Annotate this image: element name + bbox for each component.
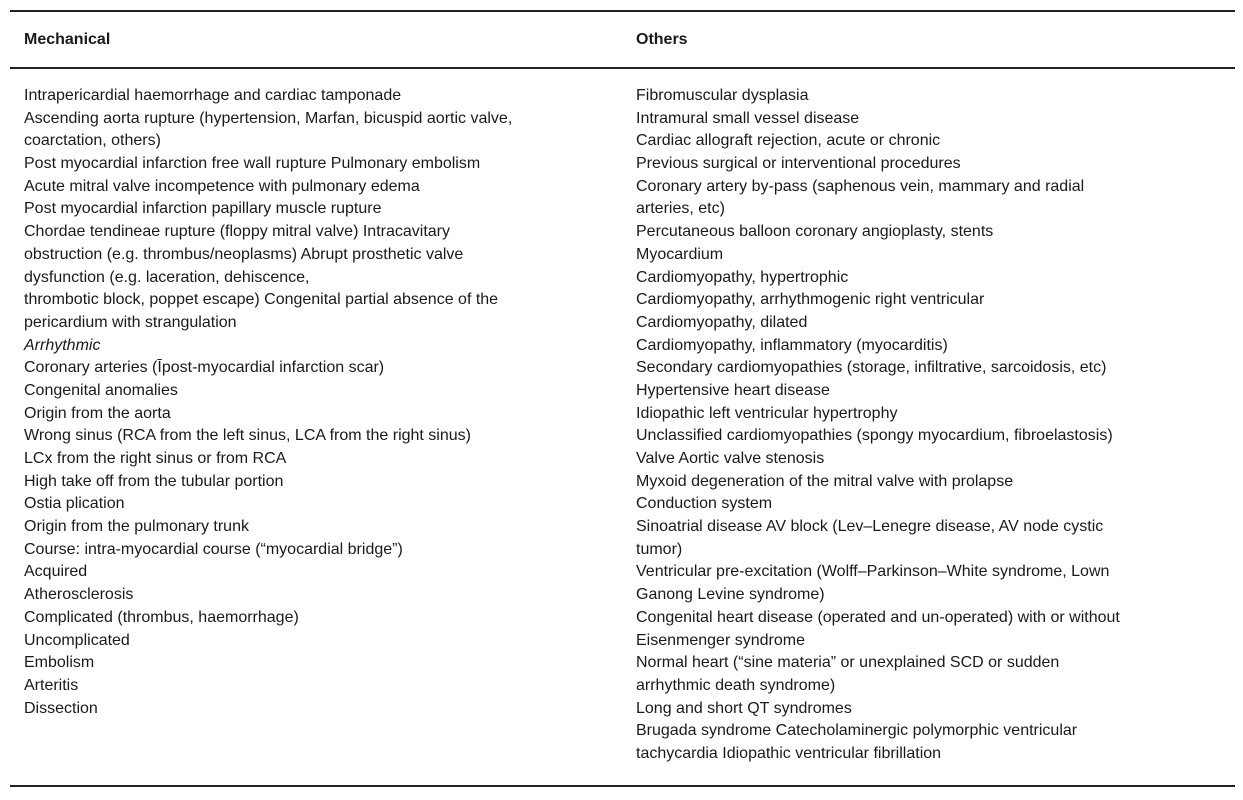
mechanical-column bbox=[24, 85, 512, 720]
table-cell: Origin from the pulmonary trunk bbox=[24, 518, 249, 536]
table-cell: Secondary cardiomyopathies (storage, infiltrative, sarcoidosis, etc) bbox=[636, 359, 1107, 377]
table-cell: Cardiomyopathy, hypertrophic bbox=[636, 268, 849, 286]
table-cell: Long and short QT syndromes bbox=[636, 699, 852, 717]
table-cell: Conduction system bbox=[636, 495, 773, 513]
table-cell: Coronary artery by-pass (saphenous vein, mammary and radial bbox=[636, 177, 1085, 195]
table-cell: Embolism bbox=[24, 654, 95, 672]
table-cell: Ventricular pre-excitation (Wolff–Parkinson–White syndrome, Lown bbox=[636, 563, 1110, 581]
table-cell: Coronary arteries (Īpost-myocardial infarction scar) bbox=[24, 359, 385, 377]
table-cell: Origin from the aorta bbox=[24, 404, 171, 422]
table-cell: Myxoid degeneration of the mitral valve with prolapse bbox=[636, 472, 1014, 490]
others-column bbox=[636, 85, 1120, 766]
table-bottom-rule bbox=[10, 785, 1235, 787]
table-top-rule bbox=[10, 10, 1235, 12]
table-cell: tachycardia Idiopathic ventricular fibrillation bbox=[636, 744, 942, 762]
table-cell: Eisenmenger syndrome bbox=[636, 631, 805, 649]
table-cell: Arteritis bbox=[24, 676, 79, 694]
table-cell: Complicated (thrombus, haemorrhage) bbox=[24, 608, 299, 626]
table-cell: High take off from the tubular portion bbox=[24, 472, 284, 490]
table-cell: Dissection bbox=[24, 699, 98, 717]
table-cell: Intrapericardial haemorrhage and cardiac tamponade bbox=[24, 87, 402, 104]
table-cell: Previous surgical or interventional procedures bbox=[636, 155, 961, 173]
table-cell: Ostia plication bbox=[24, 495, 125, 513]
table-cell: Idiopathic left ventricular hypertrophy bbox=[636, 404, 898, 422]
column-header-mechanical: Mechanical bbox=[24, 31, 111, 48]
table-cell: Cardiomyopathy, arrhythmogenic right ventricular bbox=[636, 291, 985, 309]
table-cell: Brugada syndrome Catecholaminergic polymorphic ventricular bbox=[636, 722, 1078, 740]
table-cell: Myocardium bbox=[636, 245, 724, 263]
table-cell: Congenital anomalies bbox=[24, 381, 178, 399]
table-cell: Percutaneous balloon coronary angioplasty, stents bbox=[636, 223, 994, 241]
table-cell: Intramural small vessel disease bbox=[636, 109, 860, 127]
table-cell: Ganong Levine syndrome) bbox=[636, 586, 825, 604]
table-cell: Fibromuscular dysplasia bbox=[636, 87, 809, 104]
table-cell: Post myocardial infarction free wall rupture Pulmonary embolism bbox=[24, 155, 481, 173]
table-cell: thrombotic block, poppet escape) Congenital partial absence of the bbox=[24, 291, 499, 309]
table-cell: Unclassified cardiomyopathies (spongy myocardium, fibroelastosis) bbox=[636, 427, 1113, 445]
table-cell: pericardium with strangulation bbox=[24, 313, 237, 331]
table-cell: tumor) bbox=[636, 540, 683, 558]
table-cell: Uncomplicated bbox=[24, 631, 130, 649]
section-heading-arrhythmic: Arrhythmic bbox=[24, 336, 101, 354]
table-cell: Ascending aorta rupture (hypertension, Marfan, bicuspid aortic valve, bbox=[24, 109, 513, 127]
table-cell: Cardiomyopathy, inflammatory (myocarditis) bbox=[636, 336, 948, 354]
table-cell: Chordae tendineae rupture (floppy mitral valve) Intracavitary bbox=[24, 223, 450, 241]
column-header-others: Others bbox=[636, 31, 688, 48]
table-cell: LCx from the right sinus or from RCA bbox=[24, 450, 287, 467]
table-cell: dysfunction (e.g. laceration, dehiscence, bbox=[24, 268, 310, 286]
table-cell: arrhythmic death syndrome) bbox=[636, 676, 836, 694]
table-cell: coarctation, others) bbox=[24, 132, 161, 150]
table-cell: Cardiac allograft rejection, acute or chronic bbox=[636, 132, 941, 150]
table-cell: Wrong sinus (RCA from the left sinus, LCA from the right sinus) bbox=[24, 427, 471, 445]
table-cell: Cardiomyopathy, dilated bbox=[636, 313, 808, 331]
table-cell: Hypertensive heart disease bbox=[636, 381, 830, 399]
table-cell: Acute mitral valve incompetence with pulmonary edema bbox=[24, 177, 420, 195]
table-cell: Normal heart (“sine materia” or unexplained SCD or sudden bbox=[636, 654, 1060, 672]
table-cell: Sinoatrial disease AV block (Lev–Lenegre disease, AV node cystic bbox=[636, 518, 1104, 536]
table-cell: Congenital heart disease (operated and un-operated) with or without bbox=[636, 608, 1120, 626]
table-cell: Post myocardial infarction papillary muscle rupture bbox=[24, 200, 382, 218]
table-cell: arteries, etc) bbox=[636, 200, 725, 218]
table-cell: obstruction (e.g. thrombus/neoplasms) Abrupt prosthetic valve bbox=[24, 245, 464, 263]
table-cell: Course: intra-myocardial course (“myocardial bridge”) bbox=[24, 540, 403, 558]
table-cell: Acquired bbox=[24, 563, 88, 581]
table-cell: Atherosclerosis bbox=[24, 586, 134, 604]
table-header-rule bbox=[10, 67, 1235, 69]
table-cell: Valve Aortic valve stenosis bbox=[636, 450, 825, 467]
